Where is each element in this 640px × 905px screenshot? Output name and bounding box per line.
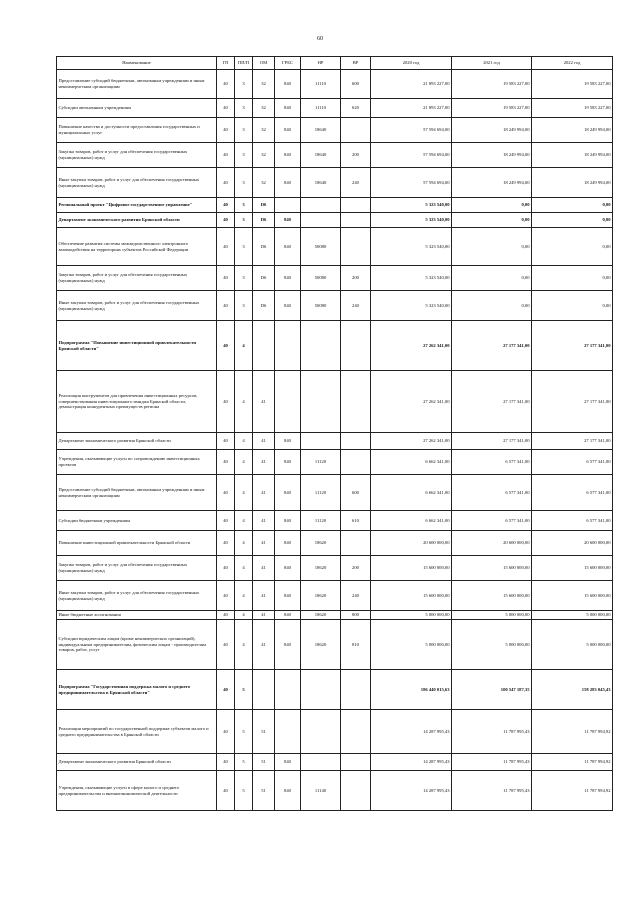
cell-om: D6: [253, 291, 275, 321]
cell-vr: [341, 450, 371, 475]
cell-2022: 6 577 341,00: [532, 511, 613, 531]
cell-2021: 0,00: [452, 266, 532, 291]
cell-name: Реализация инструментов для привлечения инвестиционных ресурсов, совершенствования инвестиционного имиджа Брянской области, демонстрация конкурентных преимуществ региона: [57, 371, 217, 433]
cell-vr: [341, 321, 371, 371]
table-row: [57, 213, 613, 228]
cell-grbs: 840: [275, 511, 301, 531]
cell-2021: 18 249 994,00: [452, 118, 532, 143]
cell-vr: 610: [341, 511, 371, 531]
cell-name: Повышение инвестиционной привлекательности Брянской области: [57, 531, 217, 556]
cell-grbs: 840: [275, 531, 301, 556]
cell-pp: 4: [235, 433, 253, 450]
cell-pp: 4: [235, 531, 253, 556]
cell-2022: 20 600 000,00: [532, 531, 613, 556]
cell-nr: [301, 321, 341, 371]
table-row: [57, 511, 613, 531]
table-row: [57, 433, 613, 450]
table-row: [57, 475, 613, 511]
cell-2022: 11 787 994,92: [532, 710, 613, 754]
cell-gp: 40: [217, 581, 235, 611]
cell-2020: 6 662 341,00: [371, 450, 452, 475]
cell-2021: 19 583 227,00: [452, 99, 532, 118]
cell-2022: 5 000 000,00: [532, 620, 613, 670]
cell-name: Департамент экономического развития Брянской области: [57, 433, 217, 450]
cell-2022: 0,00: [532, 266, 613, 291]
cell-vr: 200: [341, 266, 371, 291]
cell-gp: 40: [217, 321, 235, 371]
cell-om: 51: [253, 771, 275, 811]
cell-vr: 240: [341, 168, 371, 198]
cell-vr: 810: [341, 620, 371, 670]
cell-nr: 18620: [301, 611, 341, 620]
cell-vr: [341, 228, 371, 266]
cell-2020: 57 594 694,00: [371, 168, 452, 198]
cell-2020: 15 600 000,00: [371, 581, 452, 611]
cell-pp: 4: [235, 611, 253, 620]
cell-grbs: 840: [275, 754, 301, 771]
cell-om: D6: [253, 228, 275, 266]
cell-grbs: 840: [275, 291, 301, 321]
col-header-pp: ПП/П: [235, 57, 253, 70]
cell-2020: 21 893 227,00: [371, 99, 452, 118]
table-row: [57, 754, 613, 771]
cell-gp: 40: [217, 70, 235, 99]
cell-2020: 27 262 341,00: [371, 321, 452, 371]
budget-table: [56, 56, 613, 811]
col-header-gp: ГП: [217, 57, 235, 70]
cell-om: 41: [253, 556, 275, 581]
cell-2020: 6 662 341,00: [371, 511, 452, 531]
cell-nr: 18620: [301, 620, 341, 670]
cell-grbs: 840: [275, 168, 301, 198]
cell-vr: [341, 198, 371, 213]
cell-gp: 40: [217, 531, 235, 556]
cell-name: Учреждения, оказывающие услуги в сфере малого и среднего предпринимательства и внешнеэкономической деятельности: [57, 771, 217, 811]
table-row: [57, 321, 613, 371]
cell-2022: 19 583 227,00: [532, 70, 613, 99]
cell-nr: 11120: [301, 450, 341, 475]
cell-om: D6: [253, 266, 275, 291]
cell-name: Предоставление субсидий бюджетным, автономным учреждениям и иным некоммерческим организациям: [57, 70, 217, 99]
cell-2021: 100 547 187,35: [452, 670, 532, 710]
cell-nr: [301, 754, 341, 771]
cell-2020: 186 440 015,63: [371, 670, 452, 710]
cell-pp: 3: [235, 99, 253, 118]
table-header-row: [57, 57, 613, 70]
cell-vr: [341, 531, 371, 556]
cell-2022: 6 577 341,00: [532, 450, 613, 475]
col-header-nr: НР: [301, 57, 341, 70]
cell-2022: 27 177 341,00: [532, 321, 613, 371]
cell-grbs: [275, 371, 301, 433]
cell-2021: 6 577 341,00: [452, 511, 532, 531]
cell-2020: 14 287 995,43: [371, 754, 452, 771]
cell-2022: 0,00: [532, 291, 613, 321]
cell-nr: 18620: [301, 581, 341, 611]
cell-2020: 5 323 540,00: [371, 228, 452, 266]
table-row: [57, 531, 613, 556]
cell-nr: 11110: [301, 99, 341, 118]
cell-pp: 4: [235, 475, 253, 511]
cell-2022: 18 249 994,00: [532, 118, 613, 143]
cell-2020: 5 000 000,00: [371, 620, 452, 670]
cell-2021: 5 000 000,00: [452, 611, 532, 620]
cell-2021: 6 577 341,00: [452, 475, 532, 511]
cell-grbs: 840: [275, 70, 301, 99]
cell-nr: 18640: [301, 168, 341, 198]
cell-2021: 18 249 994,00: [452, 168, 532, 198]
cell-pp: 3: [235, 118, 253, 143]
table-row: [57, 581, 613, 611]
cell-pp: 4: [235, 321, 253, 371]
cell-gp: 40: [217, 118, 235, 143]
cell-name: Субсидии юридическим лицам (кроме некоммерческих организаций), индивидуальным предпринимателям, физическим лицам - производителям товаров, работ, услуг: [57, 620, 217, 670]
cell-pp: 3: [235, 228, 253, 266]
cell-om: D6: [253, 198, 275, 213]
cell-vr: 240: [341, 581, 371, 611]
cell-grbs: 840: [275, 475, 301, 511]
cell-pp: 5: [235, 710, 253, 754]
cell-gp: 40: [217, 99, 235, 118]
cell-nr: 50080: [301, 266, 341, 291]
table-row: [57, 710, 613, 754]
cell-gp: 40: [217, 710, 235, 754]
table-row: [57, 168, 613, 198]
cell-pp: 4: [235, 581, 253, 611]
cell-2022: 158 283 045,43: [532, 670, 613, 710]
cell-gp: 40: [217, 670, 235, 710]
cell-2020: 57 594 694,00: [371, 143, 452, 168]
cell-nr: [301, 198, 341, 213]
cell-om: 32: [253, 70, 275, 99]
col-header-2021: 2021 год: [452, 57, 532, 70]
cell-nr: 11110: [301, 70, 341, 99]
cell-2020: 27 262 341,00: [371, 433, 452, 450]
cell-vr: 200: [341, 556, 371, 581]
cell-om: 51: [253, 754, 275, 771]
cell-2020: 57 594 694,00: [371, 118, 452, 143]
cell-name: Иные бюджетные ассигнования: [57, 611, 217, 620]
cell-gp: 40: [217, 371, 235, 433]
cell-2021: 15 600 000,00: [452, 581, 532, 611]
cell-nr: 11120: [301, 511, 341, 531]
cell-om: 41: [253, 433, 275, 450]
cell-2021: 11 787 995,43: [452, 771, 532, 811]
cell-vr: [341, 371, 371, 433]
cell-vr: 600: [341, 475, 371, 511]
cell-gp: 40: [217, 511, 235, 531]
table-row: [57, 556, 613, 581]
cell-om: [253, 670, 275, 710]
cell-vr: 240: [341, 291, 371, 321]
cell-nr: 11140: [301, 771, 341, 811]
cell-nr: 11120: [301, 475, 341, 511]
cell-2020: 6 662 341,00: [371, 475, 452, 511]
cell-name: Подпрограмма "Государственная поддержка малого и среднего предпринимательства в Брянской области": [57, 670, 217, 710]
col-header-name: Наименование: [57, 57, 217, 70]
table-row: [57, 228, 613, 266]
cell-gp: 40: [217, 143, 235, 168]
cell-name: Повышение качества и доступности предоставления государственных и муниципальных услуг: [57, 118, 217, 143]
cell-grbs: 840: [275, 771, 301, 811]
cell-grbs: 840: [275, 450, 301, 475]
table-row: [57, 143, 613, 168]
cell-2021: 18 249 994,00: [452, 143, 532, 168]
cell-gp: 40: [217, 450, 235, 475]
cell-name: Иные закупки товаров, работ и услуг для обеспечения государственных (муниципальных) нужд: [57, 291, 217, 321]
cell-2021: 0,00: [452, 213, 532, 228]
cell-2022: 18 249 994,00: [532, 143, 613, 168]
cell-pp: 4: [235, 371, 253, 433]
cell-2020: 5 000 000,00: [371, 611, 452, 620]
cell-pp: 3: [235, 266, 253, 291]
cell-name: Иные закупки товаров, работ и услуг для обеспечения государственных (муниципальных) нужд: [57, 581, 217, 611]
cell-pp: 4: [235, 556, 253, 581]
cell-pp: 4: [235, 511, 253, 531]
cell-2022: 27 177 341,00: [532, 433, 613, 450]
cell-grbs: [275, 321, 301, 371]
table-row: [57, 620, 613, 670]
cell-om: 41: [253, 475, 275, 511]
table-row: [57, 118, 613, 143]
cell-om: 41: [253, 531, 275, 556]
cell-2022: 0,00: [532, 198, 613, 213]
cell-pp: 3: [235, 291, 253, 321]
cell-nr: [301, 213, 341, 228]
cell-2022: 18 249 994,00: [532, 168, 613, 198]
col-header-grbs: ГРБС: [275, 57, 301, 70]
cell-vr: [341, 433, 371, 450]
cell-vr: [341, 754, 371, 771]
cell-2021: 0,00: [452, 198, 532, 213]
cell-2021: 15 600 000,00: [452, 556, 532, 581]
col-header-2020: 2020 год: [371, 57, 452, 70]
table-row: [57, 198, 613, 213]
cell-2020: 5 323 540,00: [371, 291, 452, 321]
cell-2022: 15 600 000,00: [532, 581, 613, 611]
cell-om: 41: [253, 511, 275, 531]
cell-vr: [341, 670, 371, 710]
cell-gp: 40: [217, 433, 235, 450]
cell-2020: 5 323 540,00: [371, 266, 452, 291]
col-header-vr: ВР: [341, 57, 371, 70]
cell-gp: 40: [217, 475, 235, 511]
cell-2022: 0,00: [532, 213, 613, 228]
cell-vr: 200: [341, 143, 371, 168]
cell-2021: 27 177 341,00: [452, 371, 532, 433]
cell-nr: 50080: [301, 291, 341, 321]
cell-gp: 40: [217, 291, 235, 321]
cell-gp: 40: [217, 168, 235, 198]
cell-gp: 40: [217, 213, 235, 228]
cell-pp: 5: [235, 771, 253, 811]
cell-2021: 5 000 000,00: [452, 620, 532, 670]
cell-2022: 0,00: [532, 228, 613, 266]
cell-nr: [301, 670, 341, 710]
cell-om: 32: [253, 118, 275, 143]
cell-grbs: 840: [275, 620, 301, 670]
cell-2021: 6 577 341,00: [452, 450, 532, 475]
cell-vr: 620: [341, 99, 371, 118]
page-number: 60: [317, 36, 323, 42]
cell-nr: 18640: [301, 143, 341, 168]
cell-grbs: 840: [275, 118, 301, 143]
cell-2021: 27 177 341,00: [452, 321, 532, 371]
cell-2021: 11 787 995,43: [452, 754, 532, 771]
cell-om: 32: [253, 168, 275, 198]
cell-2022: 6 577 341,00: [532, 475, 613, 511]
cell-2021: 27 177 341,00: [452, 433, 532, 450]
cell-gp: 40: [217, 228, 235, 266]
cell-2020: 20 600 000,00: [371, 531, 452, 556]
cell-gp: 40: [217, 771, 235, 811]
cell-pp: 3: [235, 143, 253, 168]
cell-vr: 600: [341, 70, 371, 99]
table-row: [57, 450, 613, 475]
col-header-om: ОМ: [253, 57, 275, 70]
cell-2022: 5 000 000,00: [532, 611, 613, 620]
cell-nr: 50080: [301, 228, 341, 266]
cell-name: Обеспечение развития системы межведомственного электронного взаимодействия на территориях субъектов Российской Федерации: [57, 228, 217, 266]
cell-2020: 14 287 995,43: [371, 710, 452, 754]
cell-grbs: 840: [275, 143, 301, 168]
cell-gp: 40: [217, 620, 235, 670]
cell-name: Закупка товаров, работ и услуг для обеспечения государственных (муниципальных) нужд: [57, 556, 217, 581]
cell-grbs: 840: [275, 611, 301, 620]
cell-name: Закупка товаров, работ и услуг для обеспечения государственных (муниципальных) нужд: [57, 266, 217, 291]
cell-2020: 14 287 995,43: [371, 771, 452, 811]
table-row: [57, 291, 613, 321]
cell-gp: 40: [217, 611, 235, 620]
cell-nr: [301, 371, 341, 433]
cell-name: Учреждения, оказывающие услуги по сопровождению инвестиционных проектов: [57, 450, 217, 475]
cell-name: Предоставление субсидий бюджетным, автономным учреждениям и иным некоммерческим организациям: [57, 475, 217, 511]
cell-2021: 0,00: [452, 228, 532, 266]
cell-name: Субсидии бюджетным учреждениям: [57, 511, 217, 531]
cell-om: 41: [253, 371, 275, 433]
cell-pp: 3: [235, 168, 253, 198]
cell-nr: [301, 433, 341, 450]
cell-nr: 18620: [301, 556, 341, 581]
cell-name: Департамент экономического развития Брянской области: [57, 213, 217, 228]
cell-vr: [341, 771, 371, 811]
cell-gp: 40: [217, 266, 235, 291]
cell-2022: 27 177 341,00: [532, 371, 613, 433]
cell-name: Субсидии автономным учреждениям: [57, 99, 217, 118]
cell-name: Реализация мероприятий по государственной поддержке субъектов малого и среднего предпринимательства в Брянской области: [57, 710, 217, 754]
cell-2022: 19 583 227,00: [532, 99, 613, 118]
cell-vr: [341, 118, 371, 143]
cell-pp: 4: [235, 450, 253, 475]
cell-grbs: 840: [275, 266, 301, 291]
cell-2020: 15 600 000,00: [371, 556, 452, 581]
cell-om: 41: [253, 581, 275, 611]
table-row: [57, 266, 613, 291]
cell-2020: 5 323 540,00: [371, 198, 452, 213]
cell-pp: 4: [235, 620, 253, 670]
cell-om: 32: [253, 99, 275, 118]
cell-2021: 0,00: [452, 291, 532, 321]
cell-om: 41: [253, 450, 275, 475]
cell-vr: [341, 710, 371, 754]
table-row: [57, 771, 613, 811]
cell-nr: [301, 710, 341, 754]
cell-om: 41: [253, 620, 275, 670]
cell-om: 51: [253, 710, 275, 754]
table-row: [57, 99, 613, 118]
cell-grbs: [275, 670, 301, 710]
cell-2020: 21 893 227,00: [371, 70, 452, 99]
cell-grbs: 840: [275, 556, 301, 581]
cell-2020: 5 323 540,00: [371, 213, 452, 228]
cell-vr: 800: [341, 611, 371, 620]
cell-2020: 27 262 341,00: [371, 371, 452, 433]
table-body: [57, 70, 613, 811]
cell-grbs: 840: [275, 581, 301, 611]
cell-nr: 18620: [301, 531, 341, 556]
cell-om: 32: [253, 143, 275, 168]
table-row: [57, 70, 613, 99]
cell-grbs: [275, 198, 301, 213]
cell-name: Иные закупки товаров, работ и услуг для обеспечения государственных (муниципальных) нужд: [57, 168, 217, 198]
cell-grbs: 840: [275, 99, 301, 118]
cell-gp: 40: [217, 198, 235, 213]
cell-name: Закупка товаров, работ и услуг для обеспечения государственных (муниципальных) нужд: [57, 143, 217, 168]
cell-pp: 5: [235, 754, 253, 771]
cell-2021: 11 787 995,43: [452, 710, 532, 754]
cell-om: D6: [253, 213, 275, 228]
cell-pp: 3: [235, 213, 253, 228]
table-row: [57, 611, 613, 620]
cell-name: Региональный проект "Цифровое государственное управление": [57, 198, 217, 213]
cell-grbs: 840: [275, 228, 301, 266]
table-row: [57, 371, 613, 433]
cell-grbs: 840: [275, 213, 301, 228]
cell-2022: 15 600 000,00: [532, 556, 613, 581]
cell-2021: 20 600 000,00: [452, 531, 532, 556]
cell-nr: 18640: [301, 118, 341, 143]
cell-grbs: 840: [275, 433, 301, 450]
cell-2022: 11 787 994,92: [532, 754, 613, 771]
table-row: [57, 670, 613, 710]
cell-pp: 5: [235, 670, 253, 710]
cell-name: Подпрограмма "Повышение инвестиционной привлекательности Брянской области": [57, 321, 217, 371]
cell-om: [253, 321, 275, 371]
cell-name: Департамент экономического развития Брянской области: [57, 754, 217, 771]
cell-om: 41: [253, 611, 275, 620]
cell-pp: 3: [235, 70, 253, 99]
cell-gp: 40: [217, 556, 235, 581]
cell-vr: [341, 213, 371, 228]
cell-gp: 40: [217, 754, 235, 771]
cell-pp: 3: [235, 198, 253, 213]
col-header-2022: 2022 год: [532, 57, 613, 70]
cell-2021: 19 583 227,00: [452, 70, 532, 99]
cell-grbs: [275, 710, 301, 754]
cell-2022: 11 787 994,92: [532, 771, 613, 811]
